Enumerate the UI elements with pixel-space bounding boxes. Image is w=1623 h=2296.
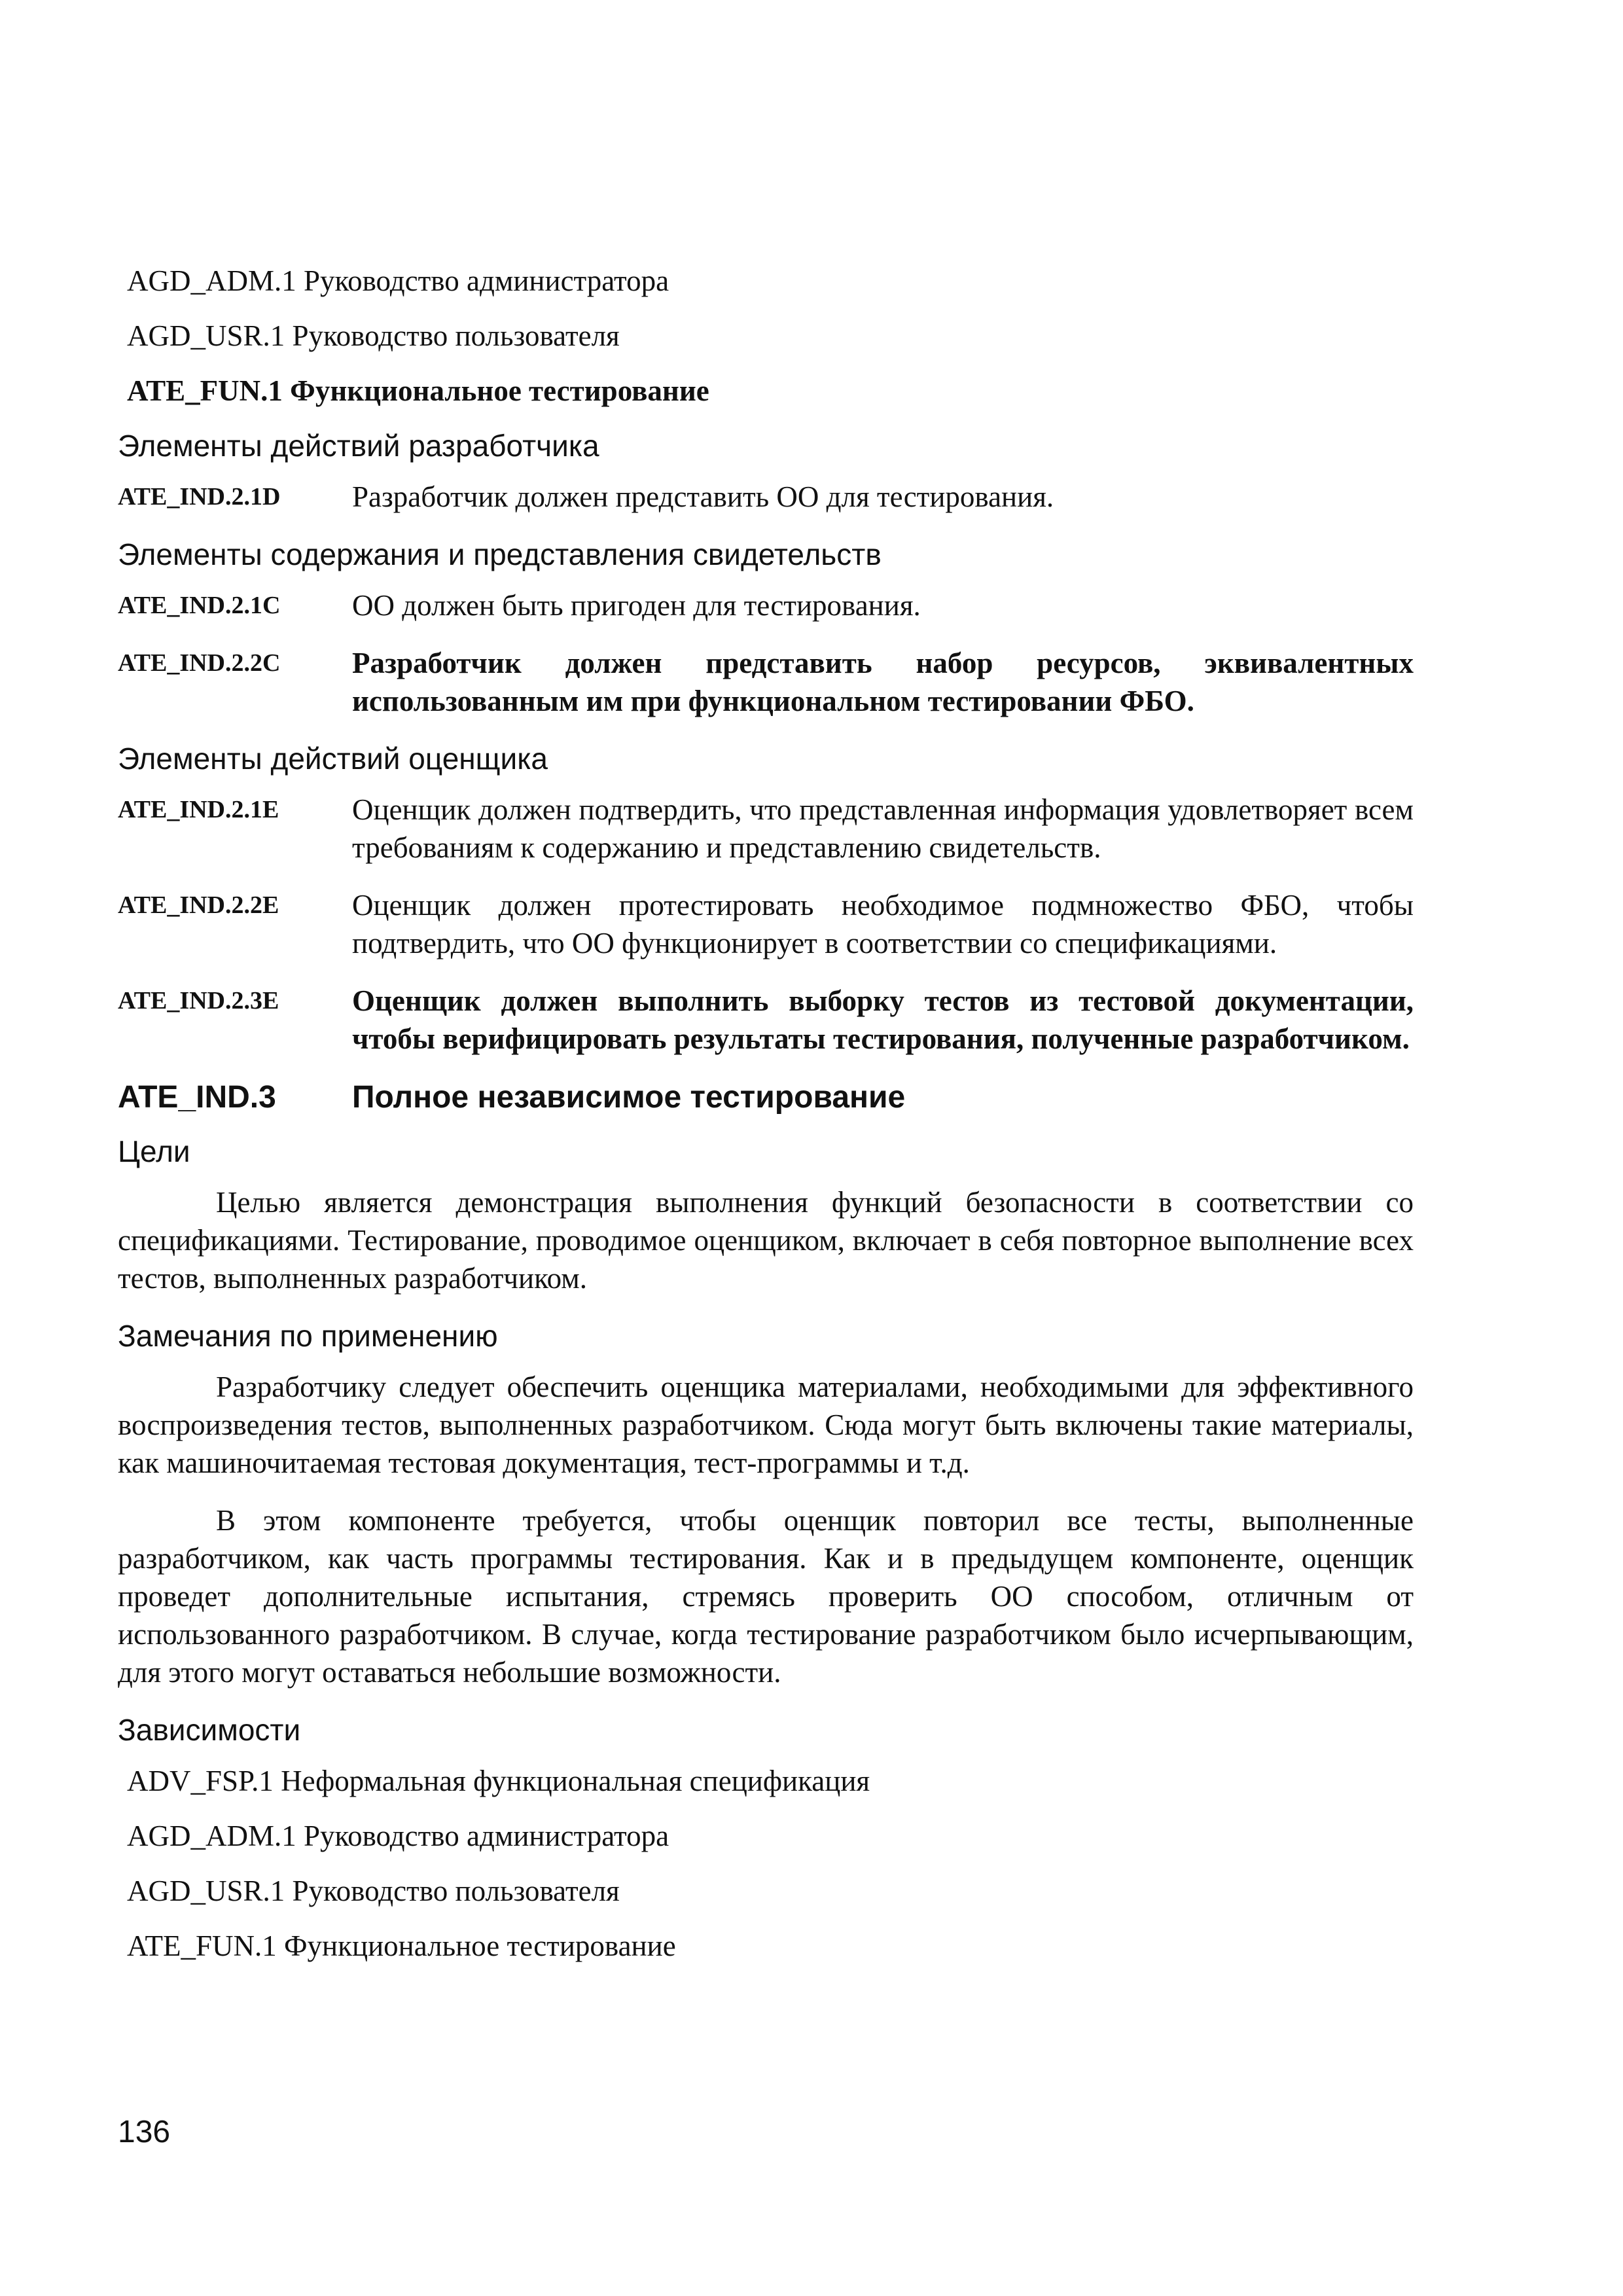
section-heading-developer-actions: Элементы действий разработчика: [118, 429, 599, 463]
element-text: ОО должен быть пригоден для тестирования.: [352, 589, 921, 622]
element-code: ATE_IND.2.3E: [118, 987, 279, 1014]
element-row: [118, 886, 1414, 962]
component-heading: [118, 1077, 1414, 1118]
element-code: ATE_IND.2.2E: [118, 891, 279, 919]
element-row: [118, 791, 1414, 867]
element-text: Разработчик должен представить ОО для тестирования.: [352, 480, 1054, 513]
dependency-item: ATE_FUN.1 Функциональное тестирование: [127, 1929, 676, 1962]
section-heading-content-elements: Элементы содержания и представления свидетельств: [118, 537, 882, 571]
application-notes-paragraph: В этом компоненте требуется, чтобы оценщик повторил все тесты, выполненные разработчиком, как часть программы тестирования. Как и в предыдущем компоненте, оценщик проведет дополнительные испытания, стремясь проверить ОО способом, отличным от использованного разработчиком. В случае, когда тестирование разработчиком было исчерпывающим, для этого могут оставаться небольшие возможности.: [118, 1504, 1414, 1689]
element-text: Оценщик должен выполнить выборку тестов из тестовой документации, чтобы верифицировать результаты тестирования, полученные разработчиком.: [352, 984, 1414, 1055]
section-heading-objectives: Цели: [118, 1134, 190, 1168]
element-row: [118, 982, 1414, 1058]
dependency-item: AGD_ADM.1 Руководство администратора: [127, 264, 669, 297]
element-text: Оценщик должен подтвердить, что представленная информация удовлетворяет всем требованиям к содержанию и представлению свидетельств.: [352, 793, 1414, 864]
document-page: [118, 262, 1414, 1982]
element-code: ATE_IND.2.1C: [118, 592, 281, 619]
dependency-item: AGD_USR.1 Руководство пользователя: [127, 1874, 620, 1907]
page-number: 136: [118, 2115, 171, 2149]
element-code: ATE_IND.2.2C: [118, 649, 281, 677]
element-text: Разработчик должен представить набор ресурсов, эквивалентных использованным им при функциональном тестировании ФБО.: [352, 647, 1414, 717]
dependency-item: AGD_USR.1 Руководство пользователя: [127, 319, 620, 352]
section-heading-application-notes: Замечания по применению: [118, 1319, 498, 1353]
section-heading-evaluator-actions: Элементы действий оценщика: [118, 742, 548, 776]
element-row: [118, 644, 1414, 720]
objectives-paragraph: Целью является демонстрация выполнения функций безопасности в соответствии со спецификациями. Тестирование, проводимое оценщиком, включает в себя повторное выполнение всех тестов, выполненных разработчиком.: [118, 1186, 1414, 1295]
dependency-item: ATE_FUN.1 Функциональное тестирование: [127, 374, 709, 407]
application-notes-paragraph: Разработчику следует обеспечить оценщика материалами, необходимыми для эффективного воспроизведения тестов, выполненных разработчиком. Сюда могут быть включены такие материалы, как машиночитаемая тестовая документация, тест-программы и т.д.: [118, 1371, 1414, 1479]
element-code: ATE_IND.2.1D: [118, 483, 281, 511]
component-title: Полное независимое тестирование: [352, 1080, 906, 1115]
element-row: [118, 586, 1414, 624]
element-code: ATE_IND.2.1E: [118, 796, 279, 823]
element-text: Оценщик должен протестировать необходимое подмножество ФБО, чтобы подтвердить, что ОО функционирует в соответствии со спецификациями.: [352, 889, 1414, 960]
element-row: [118, 478, 1414, 516]
dependency-item: AGD_ADM.1 Руководство администратора: [127, 1820, 669, 1852]
section-heading-dependencies: Зависимости: [118, 1713, 301, 1747]
component-code: ATE_IND.3: [118, 1080, 276, 1115]
dependency-item: ADV_FSP.1 Неформальная функциональная спецификация: [127, 1765, 870, 1797]
